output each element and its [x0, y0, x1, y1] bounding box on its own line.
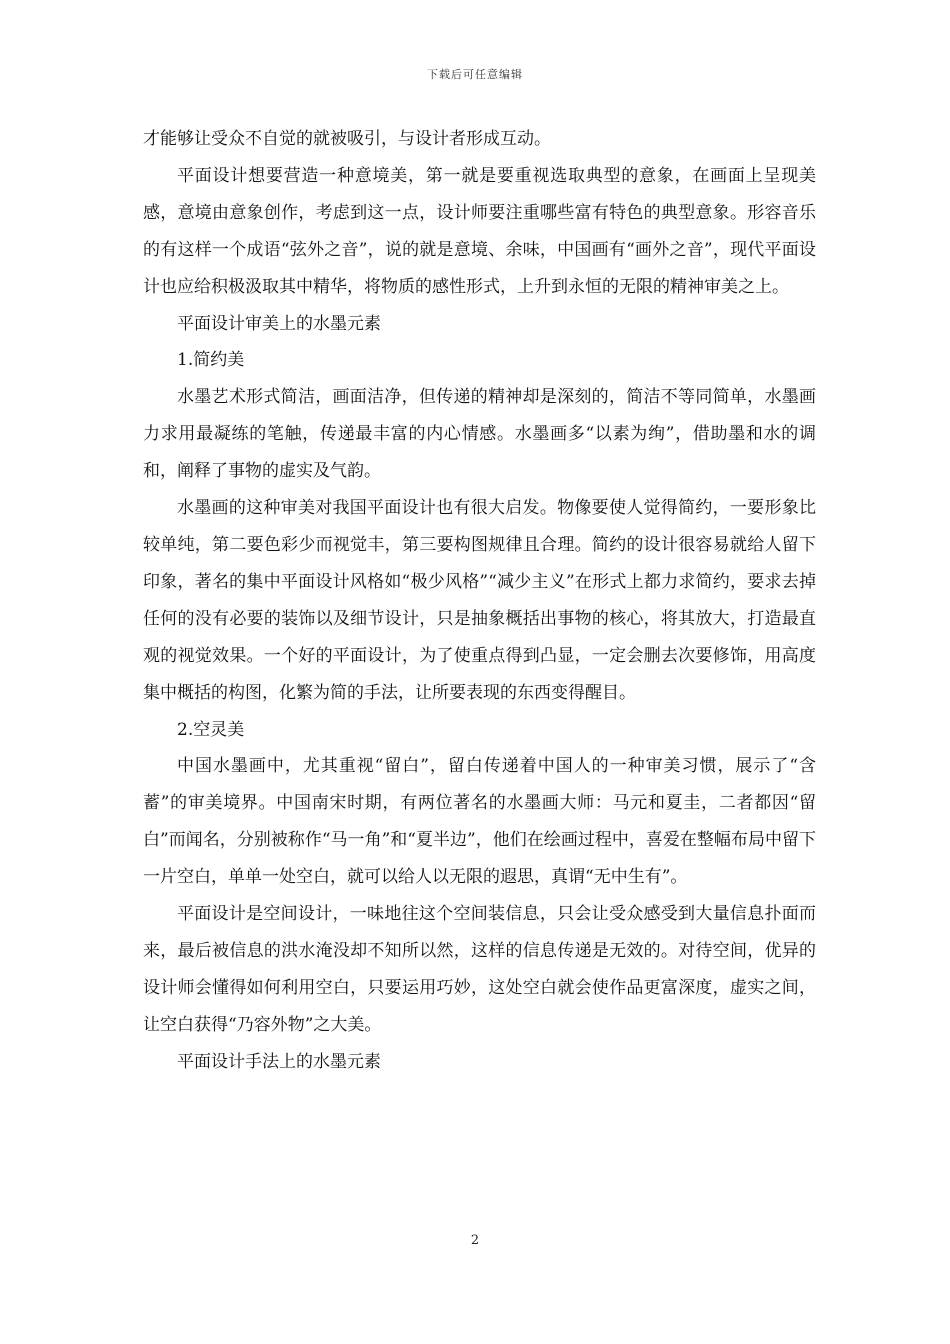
subheading-emptiness: 2.空灵美 — [177, 719, 245, 740]
paragraph-design-simplicity: 水墨画的这种审美对我国平面设计也有很大启发。物像要使人觉得简约，一要形象比较单纯，第二要色彩少而视觉丰，第三要构图规律且合理。简约的设计很容易就给人留下印象，著名的集中平面设计风格如“极少风格”“减少主义”在形式上都力求简约，要求去掉任何的没有必要的装饰以及细节设计，只是抽象概括出事物的核心，将其放大，打造最直观的视觉效果。一个好的平面设计，为了使重点得到凸显，一定会删去次要修饰，用高度集中概括的构图，化繁为简的手法，让所要表现的东西变得醒目。 — [143, 498, 816, 703]
paragraph-continuation: 才能够让受众不自觉的就被吸引，与设计者形成互动。 — [143, 129, 551, 149]
section-heading-aesthetics: 平面设计审美上的水墨元素 — [177, 313, 381, 334]
paragraph-blank-space: 中国水墨画中，尤其重视“留白”，留白传递着中国人的一种审美习惯，展示了“含蓄”的审美境界。中国南宋时期，有两位著名的水墨画大师：马元和夏圭，二者都因“留白”而闻名，分别被称作“马一角”和“夏半边”，他们在绘画过程中，喜爱在整幅布局中留下一片空白，单单一处空白，就可以给人以无限的遐思，真谓“无中生有”。 — [143, 756, 816, 888]
section-heading-techniques: 平面设计手法上的水墨元素 — [177, 1051, 381, 1072]
paragraph-ink-simplicity: 水墨艺术形式简洁，画面洁净，但传递的精神却是深刻的，简洁不等同简单，水墨画力求用最凝练的笔触，传递最丰富的内心情感。水墨画多“以素为绚”，借助墨和水的调和，阐释了事物的虚实及气韵。 — [143, 387, 816, 482]
page-header-note: 下载后可任意编辑 — [427, 68, 523, 81]
paragraph-space-design: 平面设计是空间设计，一味地往这个空间装信息，只会让受众感受到大量信息扑面而来，最后被信息的洪水淹没却不知所以然，这样的信息传递是无效的。对待空间，优异的设计师会懂得如何利用空白，只要运用巧妙，这处空白就会使作品更富深度，虚实之间，让空白获得“乃容外物”之大美。 — [143, 904, 816, 1035]
subheading-simplicity: 1.简约美 — [177, 350, 245, 371]
paragraph-artistic-conception: 平面设计想要营造一种意境美，第一就是要重视选取典型的意象，在画面上呈现美感，意境由意象创作，考虑到这一点，设计师要注重哪些富有特色的典型意象。形容音乐的有这样一个成语“弦外之音”，说的就是意境、余味，中国画有“画外之音”，现代平面设计也应给积极汲取其中精华，将物质的感性形式，上升到永恒的无限的精神审美之上。 — [143, 165, 816, 297]
page-number: 2 — [470, 1233, 480, 1248]
document-body — [143, 121, 816, 1081]
